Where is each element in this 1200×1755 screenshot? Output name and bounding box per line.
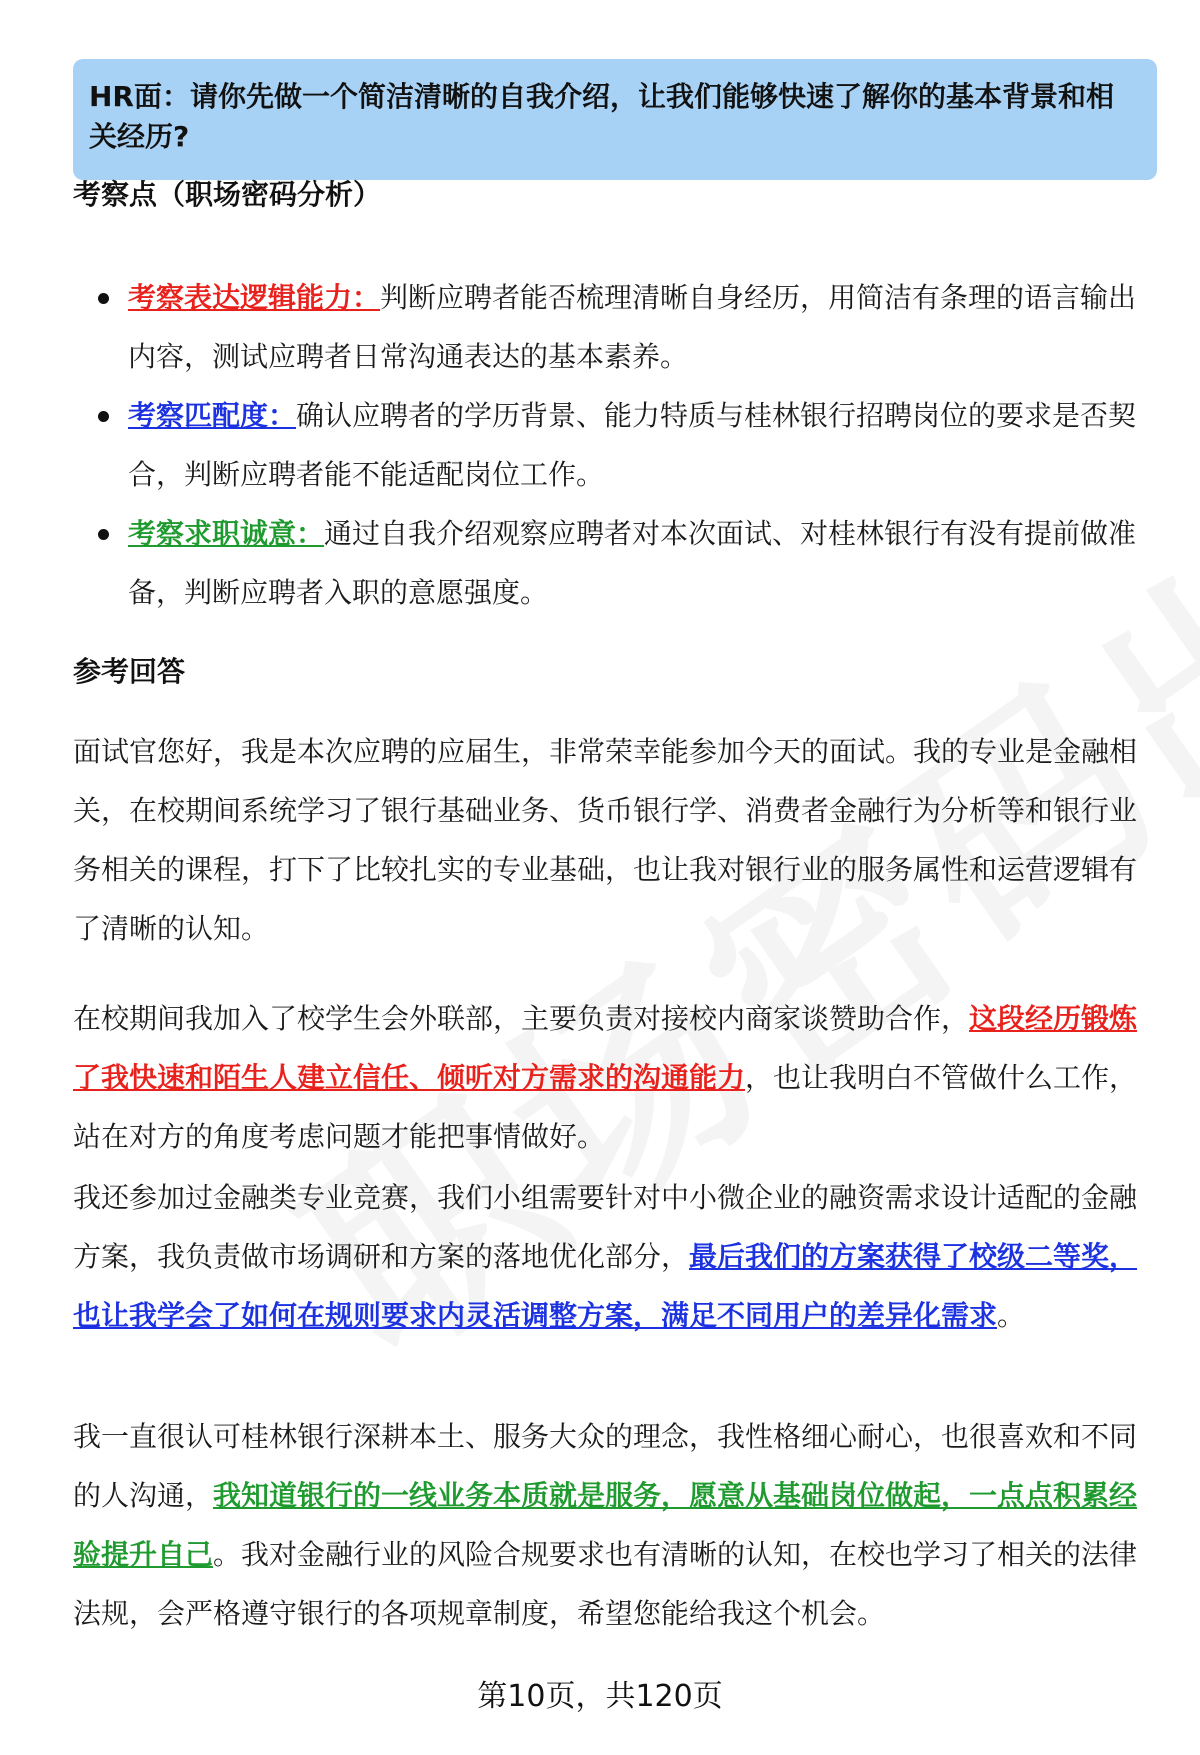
answer-text: 我一直很认可桂林银行深耕本土、服务大众的理念，我性格细心耐心，也很喜欢和不同的人沟通， — [73, 1420, 1138, 1512]
highlight-text: 我知道银行的一线业务本质就是服务，愿意从基础岗位做起，一点点积累经验提升自己 — [73, 1479, 1138, 1571]
question-box — [73, 59, 1157, 180]
answer-paragraph-2 — [73, 989, 1157, 1166]
bullet-label: 考察表达逻辑能力： — [128, 281, 381, 314]
answer-text: 。我对金融行业的风险合规要求也有清晰的认知，在校也学习了相关的法律法规，会严格遵守银行的各项规章制度，希望您能给我这个机会。 — [73, 1538, 1138, 1630]
highlight-text: 最后我们的方案获得了校级二等奖，也让我学会了如何在规则要求内灵活调整方案，满足不同用户的差异化需求 — [73, 1240, 1138, 1332]
bullet-label: 考察求职诚意： — [128, 517, 325, 550]
bullet-text: 通过自我介绍观察应聘者对本次面试、对桂林银行有没有提前做准备，判断应聘者入职的意愿强度。 — [128, 517, 1137, 609]
section-title-answer: 参考回答 — [73, 655, 186, 688]
bullet-dot-icon — [98, 529, 109, 540]
highlight-text: 这段经历锻炼了我快速和陌生人建立信任、倾听对方需求的沟通能力 — [73, 1002, 1138, 1094]
answer-text: ，也让我明白不管做什么工作，站在对方的角度考虑问题才能把事情做好。 — [73, 1061, 1138, 1153]
bullet-item — [73, 504, 1157, 622]
page-footer: 第10页，共120页 — [477, 1679, 723, 1714]
answer-paragraph-4 — [73, 1407, 1157, 1643]
answer-text: 在校期间我加入了校学生会外联部，主要负责对接校内商家谈赞助合作， — [73, 1002, 970, 1035]
bullet-text: 判断应聘者能否梳理清晰自身经历，用简洁有条理的语言输出内容，测试应聘者日常沟通表达的基本素养。 — [128, 281, 1137, 373]
question-text: HR面：请你先做一个简洁清晰的自我介绍，让我们能够快速了解你的基本背景和相关经历? — [89, 80, 1114, 153]
bullet-item — [73, 386, 1157, 504]
bullet-item — [73, 268, 1157, 386]
answer-text: 面试官您好，我是本次应聘的应届生，非常荣幸能参加今天的面试。我的专业是金融相关，在校期间系统学习了银行基础业务、货币银行学、消费者金融行为分析等和银行业务相关的课程，打下了比较扎实的专业基础，也让我对银行业的服务属性和运营逻辑有了清晰的认知。 — [73, 735, 1138, 945]
bullet-text: 确认应聘者的学历背景、能力特质与桂林银行招聘岗位的要求是否契合，判断应聘者能不能适配岗位工作。 — [128, 399, 1137, 491]
bullet-list — [73, 268, 1157, 622]
bullet-label: 考察匹配度： — [128, 399, 297, 432]
answer-paragraph-3 — [73, 1168, 1157, 1345]
answer-text: 我还参加过金融类专业竞赛，我们小组需要针对中小微企业的融资需求设计适配的金融方案，我负责做市场调研和方案的落地优化部分， — [73, 1181, 1138, 1273]
bullet-dot-icon — [98, 411, 109, 422]
answer-paragraph-1 — [73, 722, 1157, 958]
section-title-analysis: 考察点（职场密码分析） — [73, 178, 382, 211]
bullet-dot-icon — [98, 293, 109, 304]
answer-text: 。 — [997, 1299, 1026, 1332]
